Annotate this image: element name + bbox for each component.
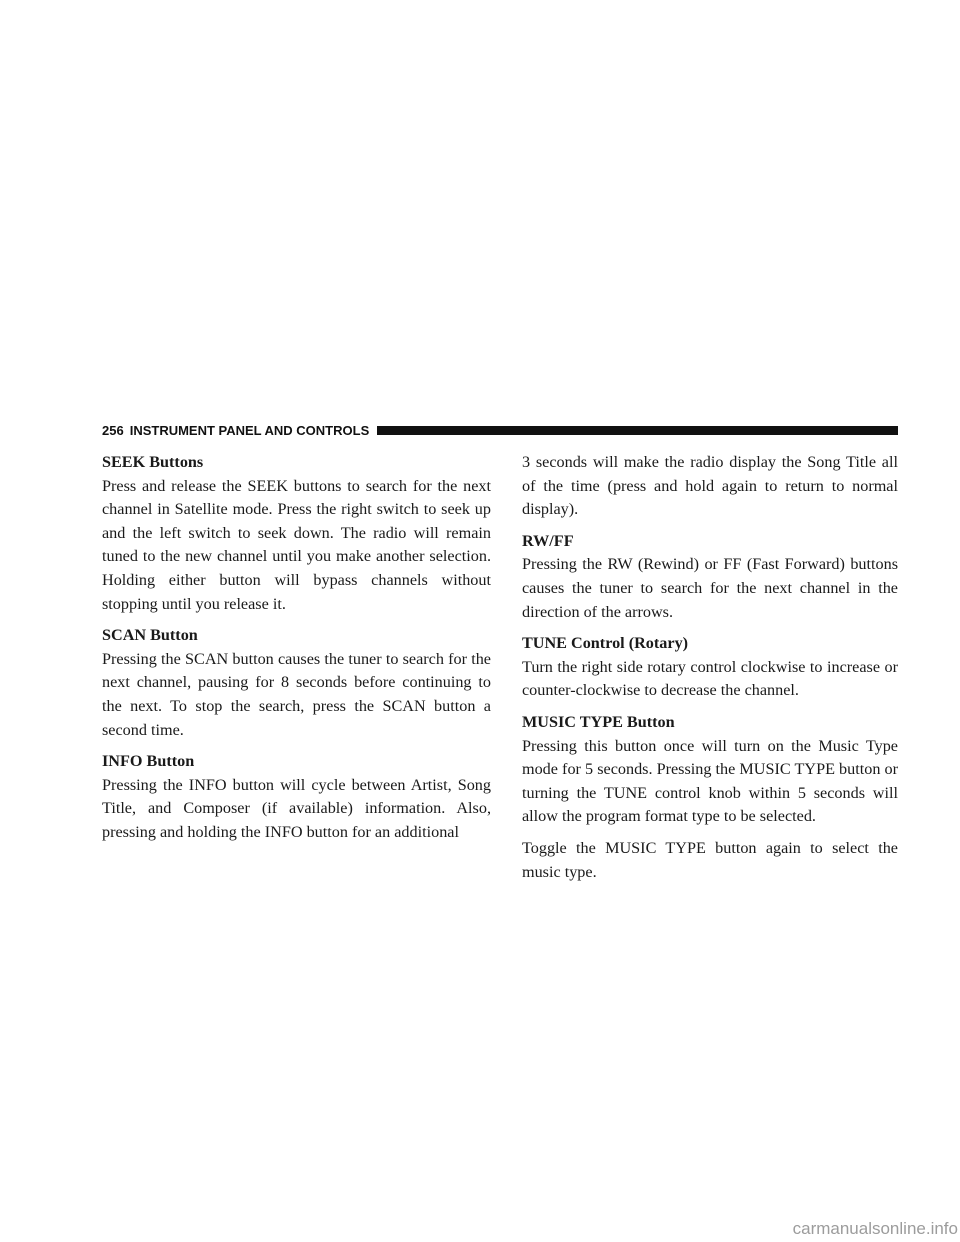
left-column	[102, 451, 491, 853]
section-heading: INFO Button	[102, 752, 195, 771]
footer-watermark	[793, 1215, 960, 1242]
section-info-button	[102, 750, 491, 844]
section-paragraph: Press and release the SEEK buttons to search for the next channel in Satellite mode. Press the right switch to seek up and the left switch to seek down. The radio will remain tuned to the new channel until you make another selection. Holding either button will bypass channels without stopping until you release it.	[102, 476, 491, 613]
section-paragraph: Toggle the MUSIC TYPE button again to select the music type.	[522, 838, 898, 881]
section-info-continuation	[522, 451, 898, 522]
section-heading: SEEK Buttons	[102, 453, 204, 471]
section-paragraph: Pressing the RW (Rewind) or FF (Fast Forward) buttons causes the tuner to search for the next channel in the direction of the arrows.	[522, 555, 898, 621]
section-tune-control	[522, 632, 898, 703]
header-rule	[377, 426, 898, 435]
section-heading: MUSIC TYPE Button	[522, 712, 675, 731]
section-heading: TUNE Control (Rotary)	[522, 634, 689, 653]
section-rw-ff	[522, 530, 898, 624]
section-scan-button	[102, 624, 491, 742]
section-music-type-button	[522, 711, 898, 884]
right-column	[522, 451, 898, 892]
watermark-text: carmanualsonline.info	[792, 1218, 958, 1238]
page-header	[102, 422, 898, 438]
section-heading: RW/FF	[522, 531, 574, 550]
section-title: INSTRUMENT PANEL AND CONTROLS	[129, 422, 370, 438]
section-paragraph: Pressing the INFO button will cycle between Artist, Song Title, and Composer (if available) information. Also, pressing and holding the INFO button for an additional	[102, 775, 491, 841]
section-seek-buttons	[102, 451, 491, 616]
section-paragraph: Pressing the SCAN button causes the tuner to search for the next channel, pausing for 8 seconds before continuing to the next. To stop the search, press the SCAN button a second time.	[102, 649, 491, 739]
page-number: 256	[102, 422, 124, 438]
section-paragraph: Pressing this button once will turn on the Music Type mode for 5 seconds. Pressing the MUSIC TYPE button or turning the TUNE control knob within 5 seconds will allow the program format type to be selected.	[522, 736, 898, 826]
section-paragraph: Turn the right side rotary control clockwise to increase or counter-clockwise to decrease the channel.	[522, 657, 898, 700]
continuation-paragraph: 3 seconds will make the radio display the Song Title all of the time (press and hold again to return to normal display).	[522, 453, 898, 519]
section-heading: SCAN Button	[102, 626, 198, 645]
